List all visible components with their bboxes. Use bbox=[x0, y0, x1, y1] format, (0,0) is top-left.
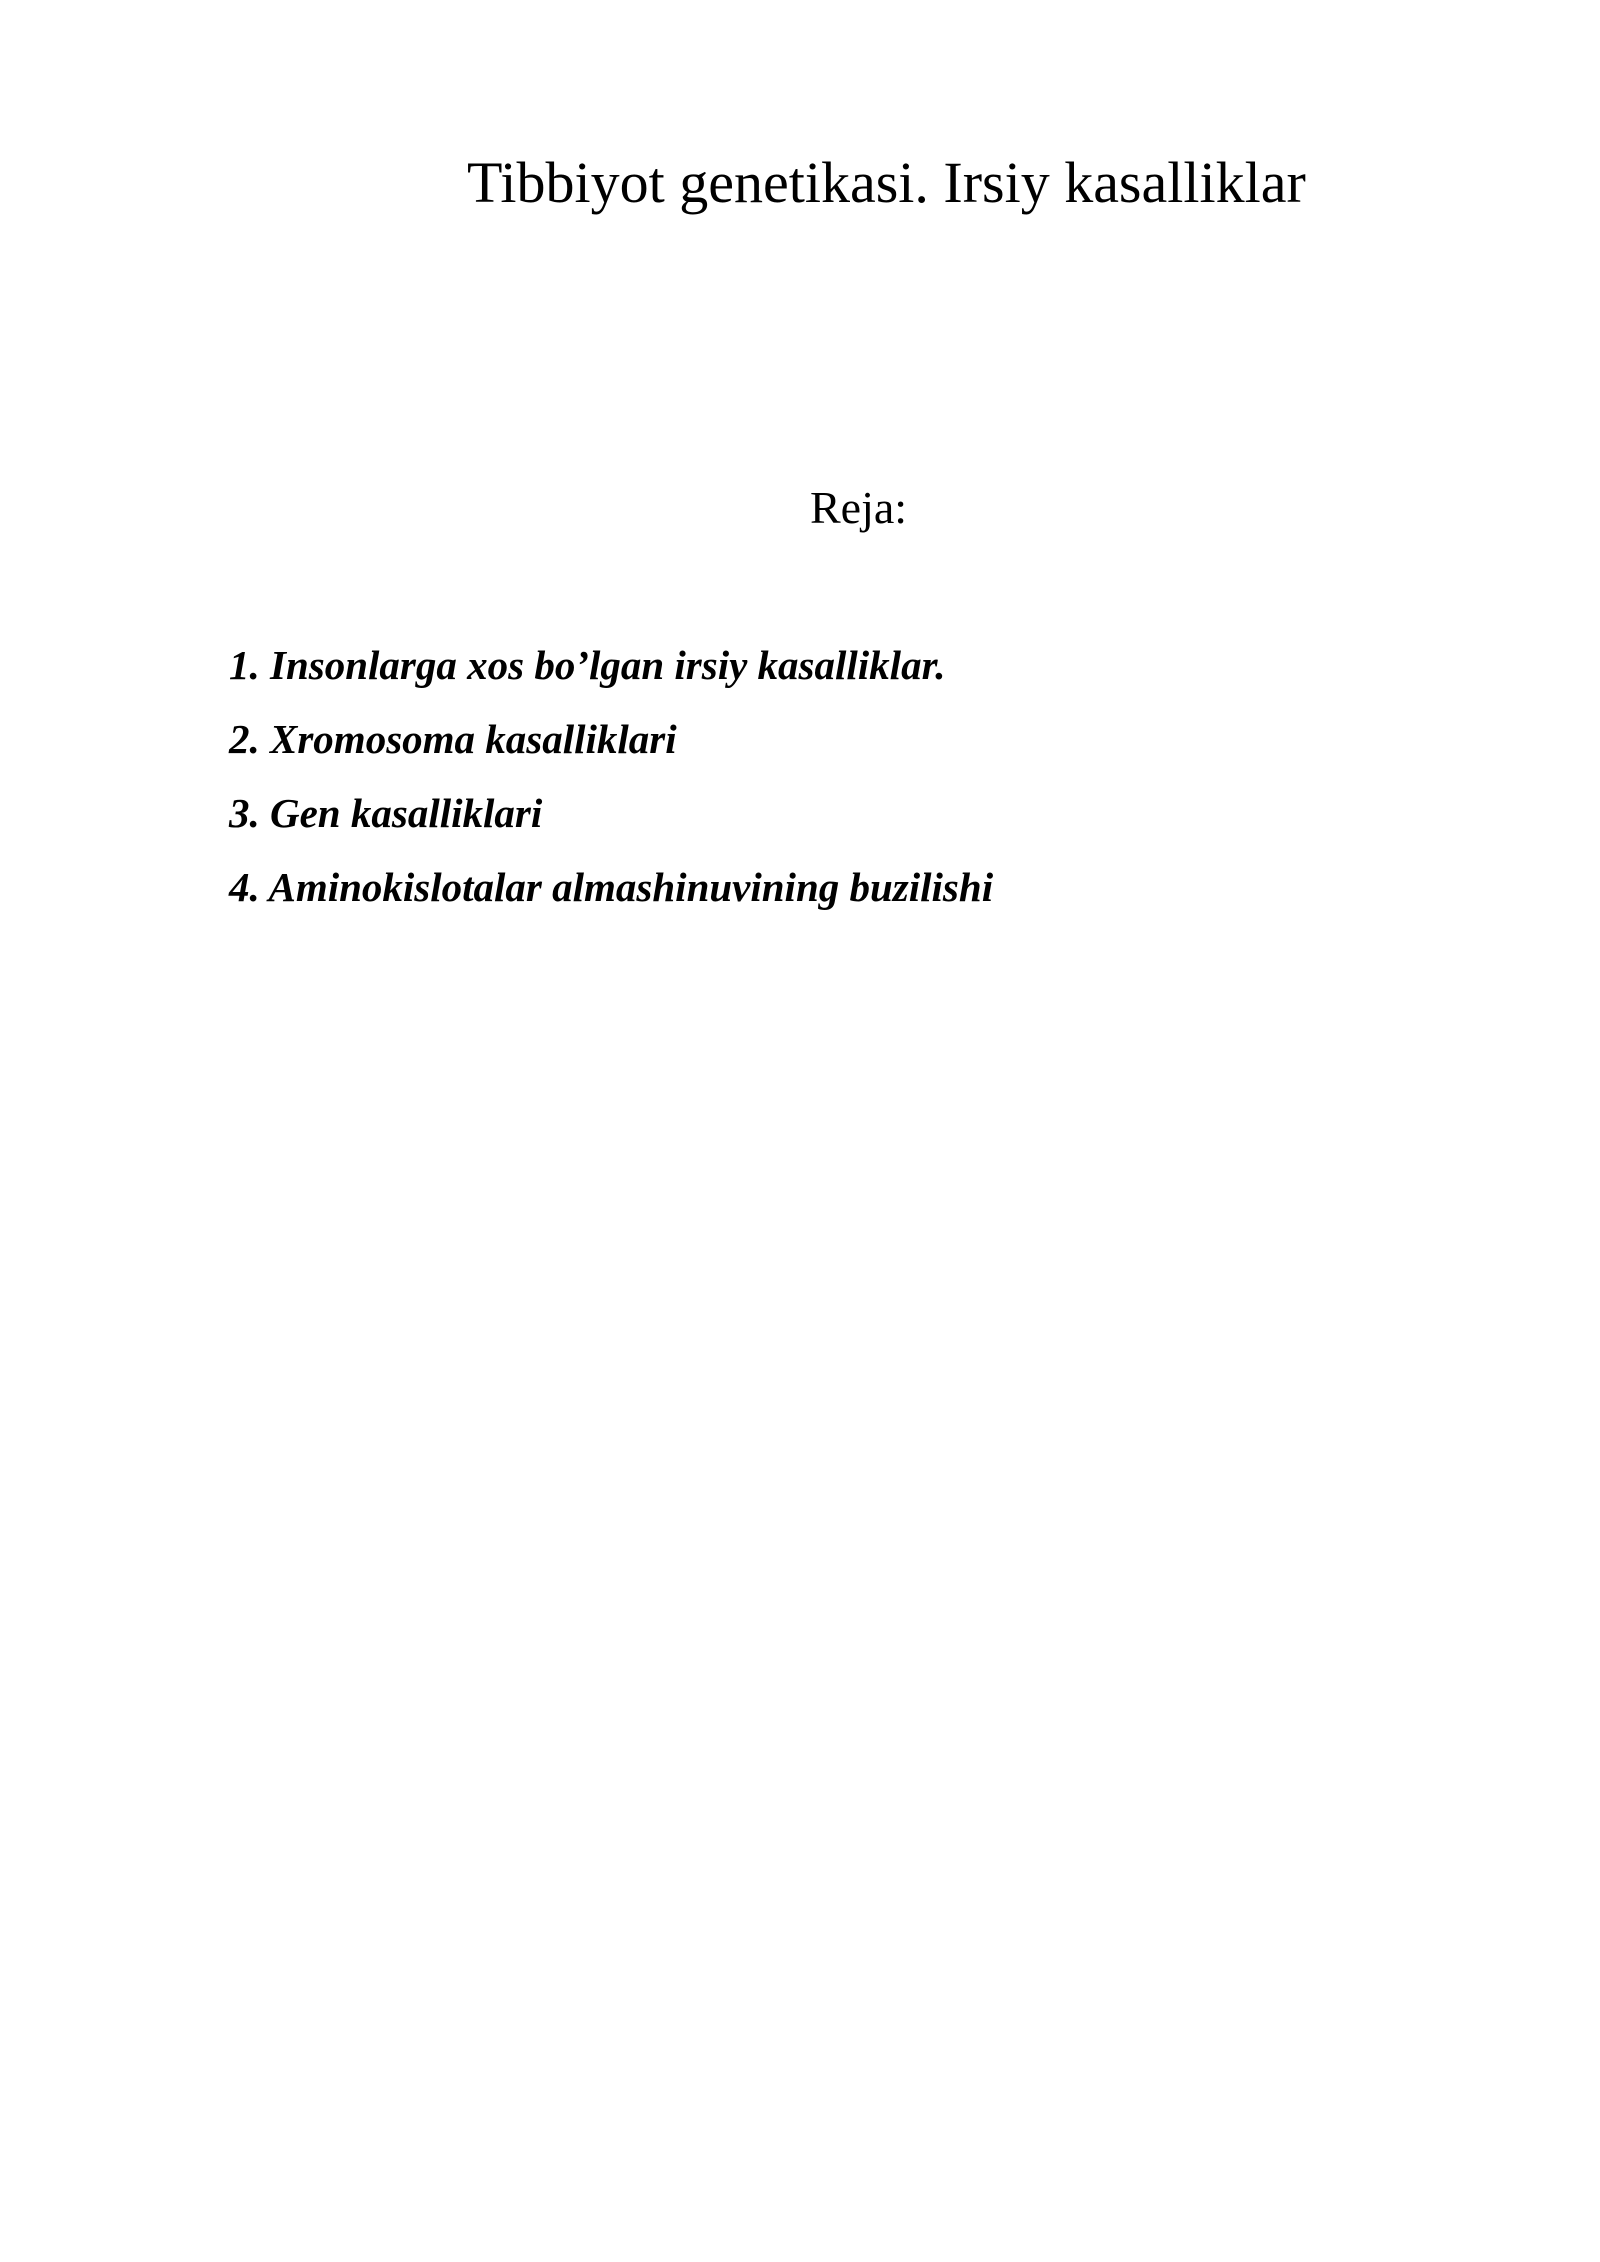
plan-item: 1. Insonlarga xos bo’lgan irsiy kasalliklar. bbox=[229, 642, 946, 688]
document-title: Tibbiyot genetikasi. Irsiy kasalliklar bbox=[467, 150, 1306, 215]
plan-item: 2. Xromosoma kasalliklari bbox=[229, 716, 677, 762]
plan-heading: Reja: bbox=[810, 482, 908, 533]
plan-list bbox=[229, 628, 993, 924]
plan-item: 4. Aminokislotalar almashinuvining buzilishi bbox=[229, 864, 994, 910]
plan-item: 3. Gen kasalliklari bbox=[229, 790, 543, 836]
